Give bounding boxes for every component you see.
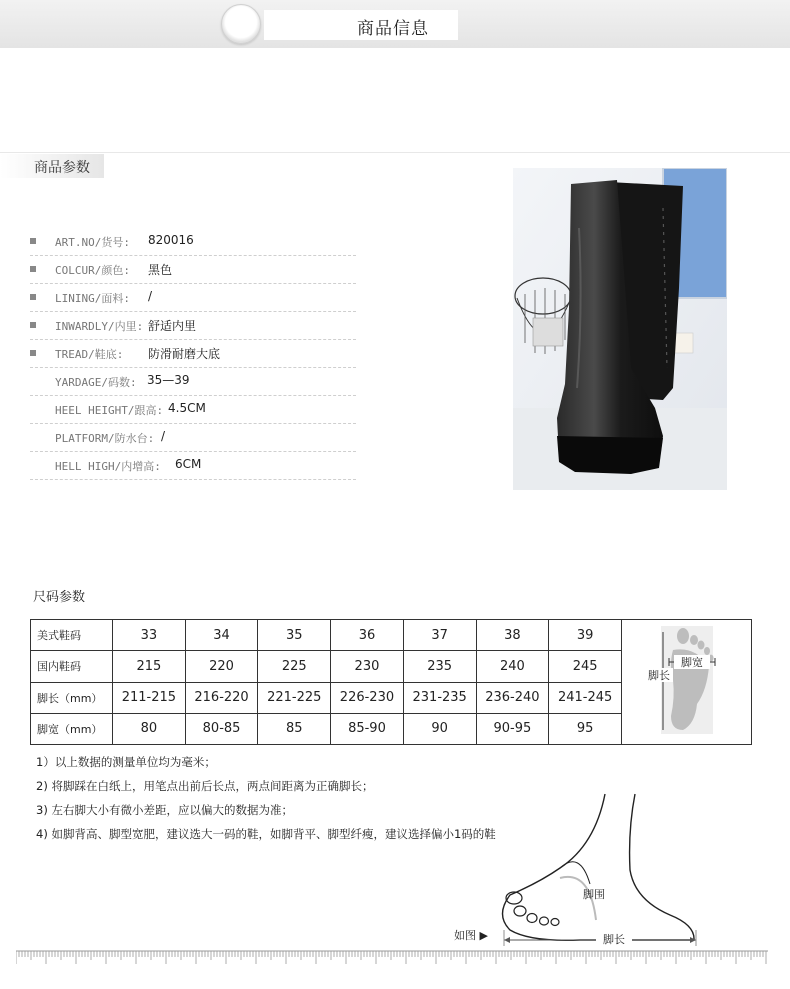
table-cell: 235 — [403, 651, 476, 682]
girth-label: 脚围 — [583, 888, 605, 901]
param-label: COLCUR/颜色: — [55, 264, 130, 277]
param-value: 820016 — [148, 233, 194, 247]
param-label: LINING/面料: — [55, 292, 130, 305]
param-value: / — [148, 289, 153, 303]
param-label: PLATFORM/防水台: — [55, 432, 155, 445]
foot-outline — [503, 794, 695, 940]
table-cell: 34 — [185, 620, 258, 651]
param-row-heel-height — [30, 396, 356, 424]
param-label: TREAD/鞋底: — [55, 348, 124, 361]
measurement-notes — [36, 754, 496, 850]
note-item: 4) 如脚背高、脚型宽肥，建议选大一码的鞋，如脚背平、脚型纤瘦，建议选择偏小1码的鞋 — [36, 827, 496, 841]
param-value: 防滑耐磨大底 — [148, 347, 221, 361]
table-cell: 38 — [476, 620, 549, 651]
param-value: / — [161, 429, 166, 443]
param-row-platform — [30, 424, 356, 452]
table-cell: 33 — [113, 620, 186, 651]
table-cell: 231-235 — [403, 682, 476, 713]
foot-measure-cell — [622, 620, 752, 745]
params-section-tab — [0, 154, 104, 178]
table-cell: 39 — [549, 620, 622, 651]
table-cell: 221-225 — [258, 682, 331, 713]
table-cell: 80 — [113, 713, 186, 744]
param-label: HEEL HEIGHT/跟高: — [55, 404, 164, 417]
note-item: 3) 左右脚大小有微小差距，应以偏大的数据为准； — [36, 803, 293, 817]
foot-width-label: 脚宽 — [680, 656, 703, 669]
table-cell: 226-230 — [331, 682, 404, 713]
note-item: 2) 将脚踩在白纸上，用笔点出前后长点，两点间距离为正确脚长； — [36, 779, 374, 793]
table-cell: 215 — [113, 651, 186, 682]
table-cell: 240 — [476, 651, 549, 682]
param-value: 6CM — [175, 457, 202, 471]
param-label: INWARDLY/内里: — [55, 320, 144, 333]
see-figure-label: 如图 ▶ — [454, 929, 488, 942]
table-cell: 230 — [331, 651, 404, 682]
row-header: 脚长（mm） — [31, 682, 113, 713]
foot-measure-diagram — [440, 790, 720, 950]
toe-icons — [506, 892, 559, 926]
size-chart-table — [30, 619, 752, 745]
ruler-strip — [16, 950, 768, 966]
row-header: 国内鞋码 — [31, 651, 113, 682]
footprint-icon — [623, 620, 751, 740]
param-label: YARDAGE/码数: — [55, 376, 137, 389]
foot-length-label: 脚长 — [647, 669, 670, 682]
param-row-inwardly — [30, 312, 356, 340]
table-cell: 236-240 — [476, 682, 549, 713]
page-header — [0, 0, 790, 48]
param-label: HELL HIGH/内增高: — [55, 460, 161, 473]
row-header: 美式鞋码 — [31, 620, 113, 651]
table-cell: 35 — [258, 620, 331, 651]
table-cell: 90-95 — [476, 713, 549, 744]
table-row — [31, 620, 752, 651]
param-label: ART.NO/货号: — [55, 236, 130, 249]
table-cell: 85 — [258, 713, 331, 744]
table-cell: 241-245 — [549, 682, 622, 713]
table-cell: 225 — [258, 651, 331, 682]
param-row-art-no — [30, 228, 356, 256]
bullet-icon — [30, 238, 36, 244]
param-value: 黑色 — [148, 263, 173, 277]
header-circle-ornament — [221, 4, 261, 44]
param-row-tread — [30, 340, 356, 368]
param-row-yardage — [30, 368, 356, 396]
bullet-icon — [30, 350, 36, 356]
param-row-lining — [30, 284, 356, 312]
params-section-title: 商品参数 — [34, 160, 90, 176]
table-cell: 36 — [331, 620, 404, 651]
param-value: 4.5CM — [168, 401, 206, 415]
row-header: 脚宽（mm） — [31, 713, 113, 744]
table-cell: 216-220 — [185, 682, 258, 713]
boot-photo-illustration — [513, 168, 727, 490]
length-label: 脚长 — [603, 933, 625, 946]
bullet-icon — [30, 266, 36, 272]
table-cell: 220 — [185, 651, 258, 682]
table-cell: 80-85 — [185, 713, 258, 744]
table-cell: 85-90 — [331, 713, 404, 744]
param-row-inner-height — [30, 452, 356, 480]
page-title: 商品信息 — [357, 19, 429, 39]
size-chart-title: 尺码参数 — [33, 590, 86, 605]
param-value: 舒适内里 — [148, 319, 197, 333]
table-cell: 245 — [549, 651, 622, 682]
param-value: 35—39 — [147, 373, 190, 387]
params-list — [30, 228, 360, 480]
param-row-color — [30, 256, 356, 284]
table-cell: 37 — [403, 620, 476, 651]
divider — [0, 152, 790, 153]
bullet-icon — [30, 294, 36, 300]
bullet-icon — [30, 322, 36, 328]
product-photo — [513, 168, 727, 490]
table-cell: 211-215 — [113, 682, 186, 713]
table-cell: 90 — [403, 713, 476, 744]
note-item: 1）以上数据的测量单位均为毫米； — [36, 755, 216, 769]
table-cell: 95 — [549, 713, 622, 744]
